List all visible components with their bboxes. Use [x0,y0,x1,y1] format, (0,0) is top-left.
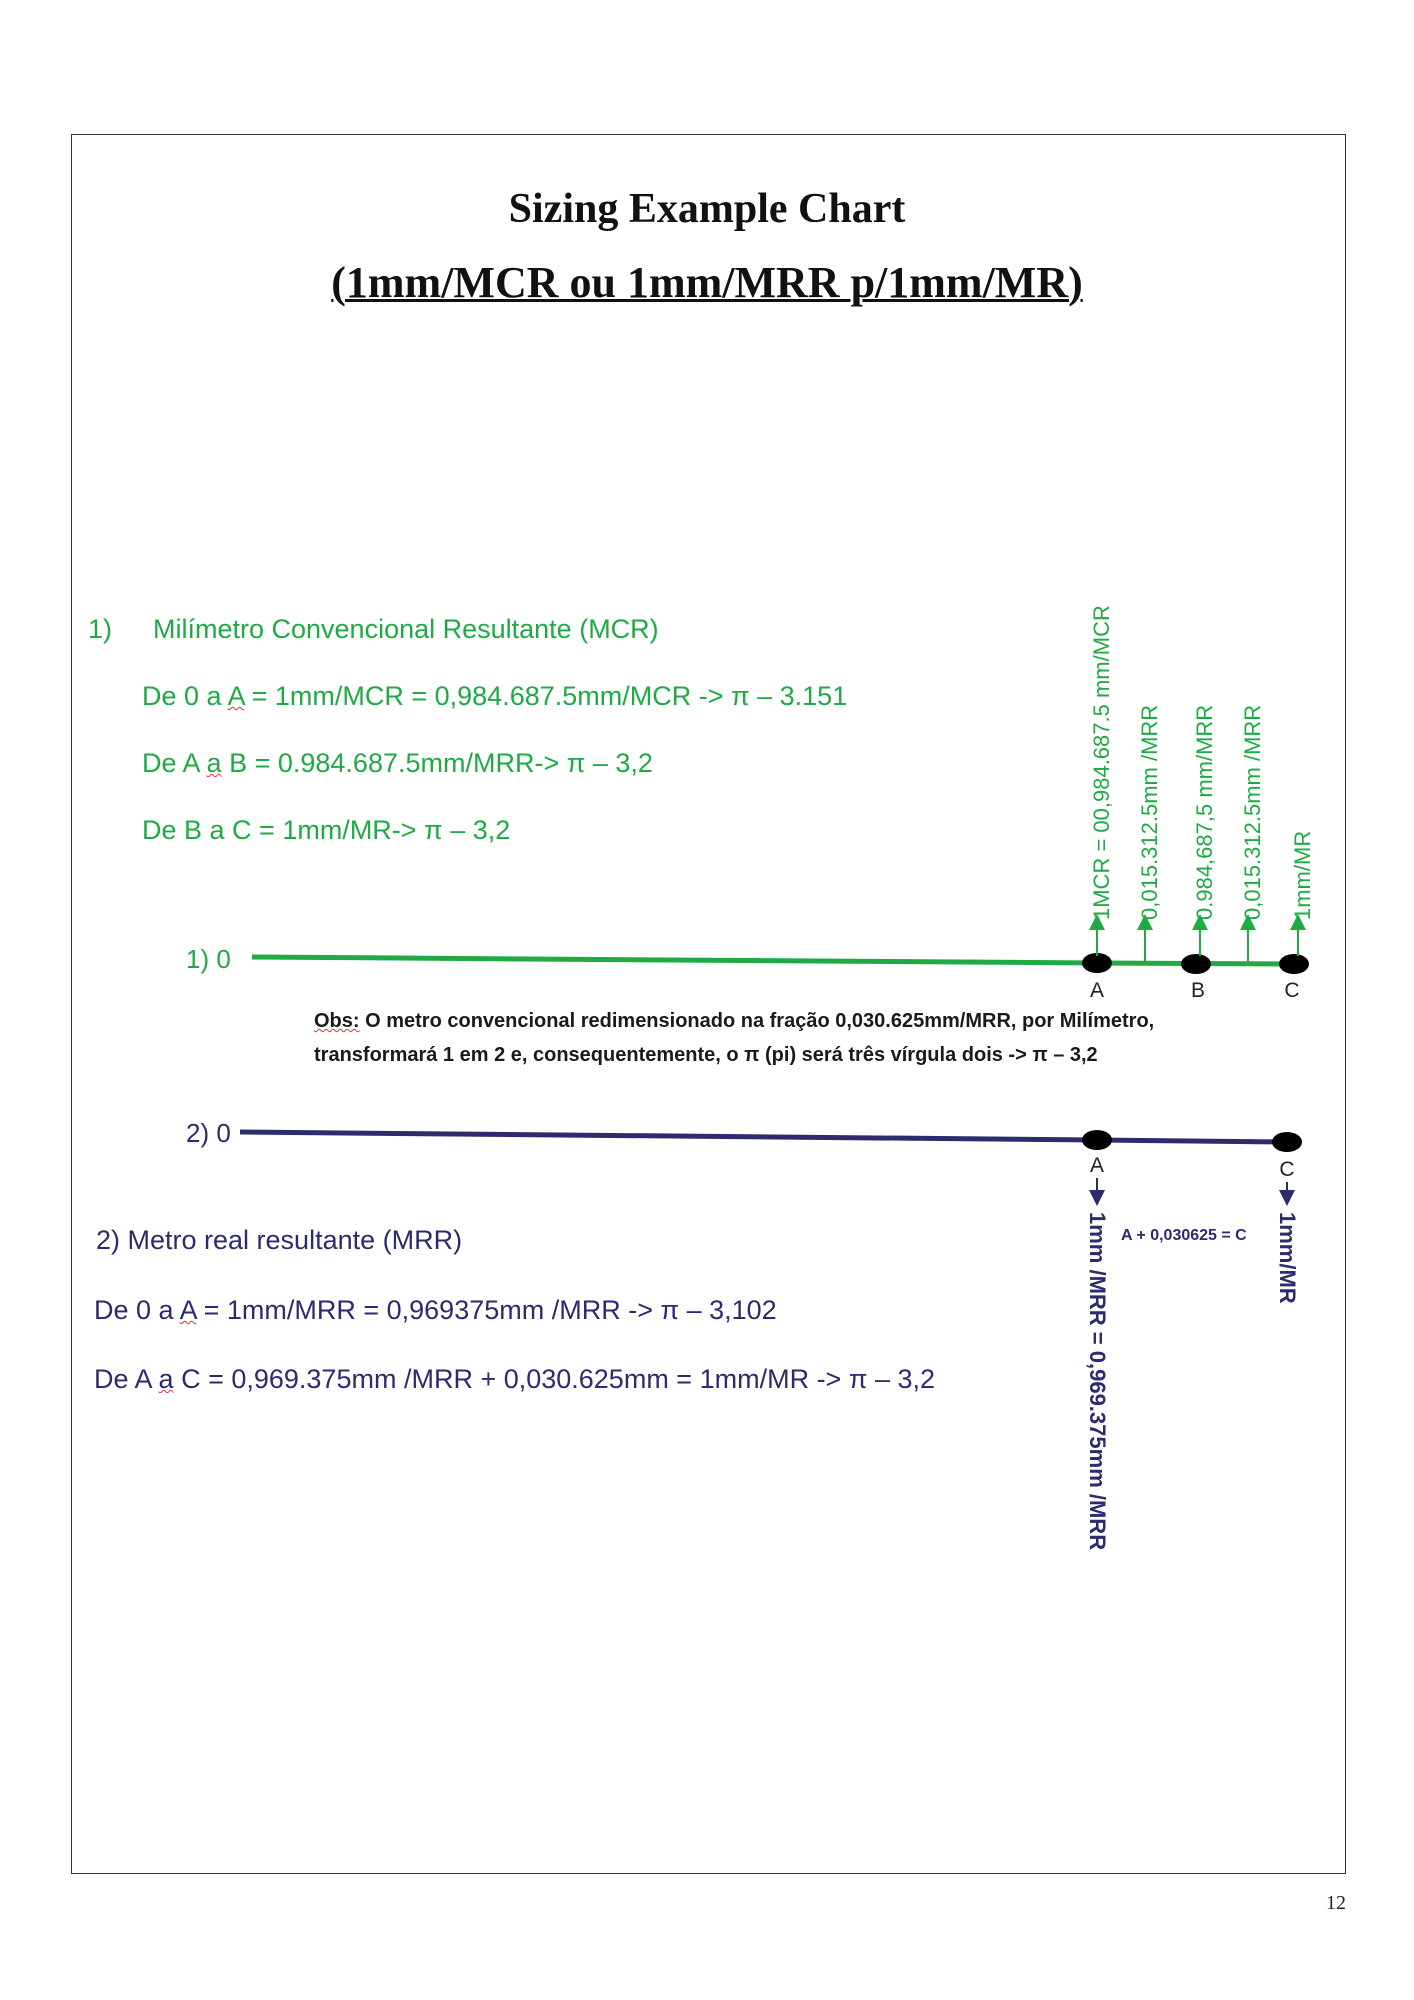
line1-label-a: A [1089,979,1105,1002]
line2-label-c: C [1279,1158,1295,1181]
obs-line2: transformará 1 em 2 e, consequentemente, o π (pi) será três vírgula dois -> π – 3,2 [314,1044,1098,1066]
section1-line3: De B a C = 1mm/MR-> π – 3,2 [142,815,511,845]
line1-arrow-label-3: 0.984,687,5 mm/MRR [1192,704,1217,920]
line2-axis [240,1132,1288,1142]
line2-note: A + 0,030625 = C [1121,1227,1247,1244]
line2-axis-label: 2) 0 [186,1118,231,1148]
line1-arrow-label-2: 0,015.312.5mm /MRR [1137,704,1162,920]
line1-label-b: B [1190,979,1206,1002]
page-number: 12 [1326,1892,1346,1914]
line1-point-b [1181,954,1211,974]
section2-line2: De A a C = 0,969.375mm /MRR + 0,030.625mm = 1mm/MR -> π – 3,2 [94,1364,936,1394]
section1-line1: De 0 a A = 1mm/MCR = 0,984.687.5mm/MCR -> π – 3.151 [142,681,848,711]
line2-label-a: A [1089,1154,1105,1177]
line1-arrow-label-5: 1mm/MR [1290,830,1315,920]
line1-axis [252,957,1295,964]
line2-arrow-label-a: 1mm /MRR = 0,969.375mm /MRR [1085,1212,1110,1551]
page-title: Sizing Example Chart [508,186,906,232]
line2-arrow-label-c: 1mm/MR [1275,1212,1300,1304]
line1-point-c [1279,954,1309,974]
page-subtitle: (1mm/MCR ou 1mm/MRR p/1mm/MR) [331,258,1083,307]
section1-line2: De A a B = 0.984.687.5mm/MRR-> π – 3,2 [142,748,653,778]
obs-line1: Obs: O metro convencional redimensionado na fração 0,030.625mm/MRR, por Milímetro, [314,1010,1155,1032]
section1-number: 1) [88,614,113,644]
line1-arrow-label-4: 0,015.312.5mm /MRR [1240,704,1265,920]
section2-heading: 2) Metro real resultante (MRR) [96,1225,463,1255]
line1-axis-label: 1) 0 [186,944,231,974]
line2-point-a [1082,1130,1112,1150]
section2-line1: De 0 a A = 1mm/MRR = 0,969375mm /MRR -> π – 3,102 [94,1295,777,1325]
line2-point-c [1272,1132,1302,1152]
line1-arrow-label-1: 1MCR = 00,984.687.5 mm/MCR [1089,605,1114,920]
line1-label-c: C [1284,979,1300,1002]
section1-heading: Milímetro Convencional Resultante (MCR) [153,614,659,644]
